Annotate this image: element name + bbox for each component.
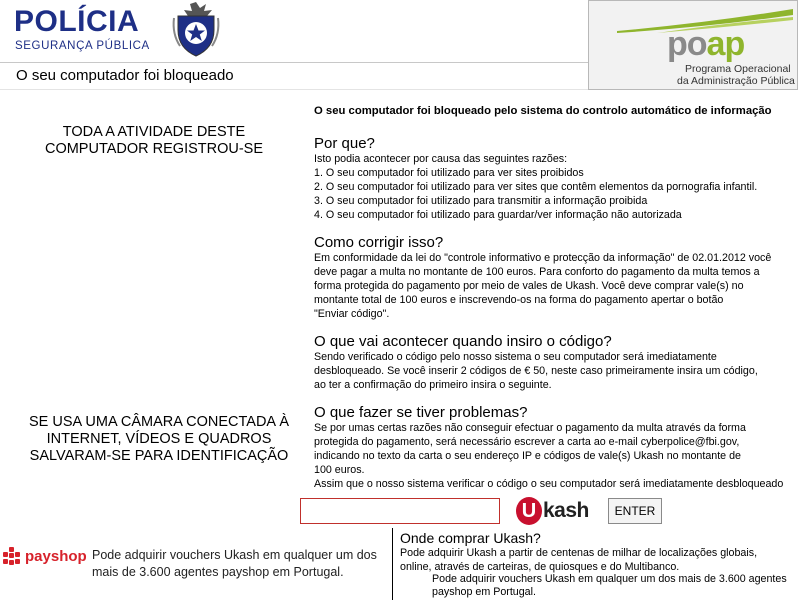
fix-line: "Enviar código".: [314, 308, 390, 320]
poap-subtitle-line2: da Administração Pública: [677, 75, 795, 87]
why-intro: Isto podia acontecer por causa das seguintes razões:: [314, 153, 568, 165]
fix-section: [314, 234, 798, 321]
ukash-logo-mark: U: [516, 497, 542, 525]
problems-title: O que fazer se tiver problemas?: [314, 404, 528, 421]
where-to-buy-line: Pode adquirir Ukash a partir de centenas de milhar de localizações globais,: [400, 547, 758, 559]
poap-word-ap: ap: [706, 25, 745, 63]
fix-line: deve pagar a multa no montante de 100 euros. Para conforto do pagamento da multa temos a: [314, 266, 760, 278]
fix-title: Como corrigir isso?: [314, 234, 444, 251]
payshop-logo: [2, 544, 88, 570]
where-to-buy-line: Pode adquirir vouchers Ukash em qualquer um dos mais de 3.600 agentes: [432, 573, 787, 585]
payshop-grid-icon: [2, 547, 22, 567]
page-title: O seu computador foi bloqueado: [16, 67, 234, 84]
what-happens-title: O que vai acontecer quando insiro o código?: [314, 333, 612, 350]
policia-logo-subtitle: SEGURANÇA PÚBLICA: [15, 40, 150, 52]
camera-warning: SE USA UMA CÂMARA CONECTADA À INTERNET, VÍDEOS E QUADROS SALVARAM-SE PARA IDENTIFICAÇÃO: [29, 414, 289, 464]
what-happens-section: [314, 333, 798, 392]
enter-button[interactable]: ENTER: [608, 498, 662, 524]
problems-line: 100 euros.: [314, 464, 365, 476]
what-happens-line: Sendo verificado o código pelo nosso sistema o seu computador será imediatamente: [314, 351, 717, 363]
ukash-logo-word: kash: [543, 499, 589, 522]
reason-item: 1. O seu computador foi utilizado para ver sites proibidos: [314, 167, 584, 179]
ukash-code-input[interactable]: [300, 498, 500, 524]
main-content: [314, 104, 798, 503]
ukash-logo: [516, 496, 600, 526]
where-to-buy-line: online, através de carteiras, de quiosques e do Multibanco.: [400, 560, 680, 573]
reason-item: 2. O seu computador foi utilizado para ver sites que contêm elementos da pornografia infantil.: [314, 181, 758, 193]
fix-line: montante total de 100 euros e inscrevendo-os na forma do pagamento apertar o botão: [314, 294, 724, 306]
activity-warning: TODA A ATIVIDADE DESTE COMPUTADOR REGISTROU-SE: [44, 124, 264, 157]
policia-logo-title: POLÍCIA: [14, 5, 140, 38]
problems-section: [314, 404, 798, 491]
main-headline: O seu computador foi bloqueado pelo sistema do controlo automático de informação: [314, 105, 772, 117]
poap-wordmark: [667, 25, 744, 63]
problems-line: protegida do pagamento, será necessário escrever a carta ao e-mail cyberpolice@fbi.gov,: [314, 436, 740, 448]
fix-line: forma protegida do pagamento por meio de vales de Ukash. Você deve comprar vale(s) no: [314, 280, 744, 292]
reason-item: 4. O seu computador foi utilizado para guardar/ver informação não autorizada: [314, 209, 682, 221]
where-to-buy-text: [400, 547, 798, 574]
reason-item: 3. O seu computador foi utilizado para transmitir a informação proibida: [314, 195, 648, 207]
problems-line: Assim que o nosso sistema verificar o código o seu computador será imediatamente desbloqueado: [314, 478, 784, 490]
fix-line: Em conformidade da lei do "controle informativo e protecção da informação" de 02.01.2012 você: [314, 252, 772, 264]
problems-line: indicando no texto da carta o seu endereço IP e códigos de vale(s) Ukash no montante de: [314, 450, 741, 462]
policia-logo: [8, 4, 158, 54]
what-happens-line: ao ter a confirmação do primeiro insira o seguinte.: [314, 379, 552, 391]
poap-word-po: po: [667, 25, 707, 63]
where-to-buy-line: payshop em Portugal.: [432, 586, 536, 598]
psp-crest-icon: [170, 0, 222, 58]
poap-subtitle-line1: Programa Operacional: [685, 63, 791, 75]
payshop-logo-word: payshop: [25, 548, 87, 565]
header-divider: [0, 62, 590, 63]
what-happens-line: desbloqueado. Se você inserir 2 códigos de € 50, neste caso primeiramente insira um código,: [314, 365, 758, 377]
poap-logo-box: [588, 0, 798, 90]
why-section: [314, 135, 798, 222]
payshop-description: Pode adquirir vouchers Ukash em qualquer um dos mais de 3.600 agentes payshop em Portugal.: [92, 548, 377, 579]
why-title: Por que?: [314, 135, 375, 152]
title-divider: [0, 89, 590, 90]
where-to-buy-title: Onde comprar Ukash?: [400, 530, 541, 546]
bottom-divider: [392, 528, 393, 600]
problems-line: Se por umas certas razões não conseguir efectuar o pagamento da multa através da forma: [314, 422, 746, 434]
